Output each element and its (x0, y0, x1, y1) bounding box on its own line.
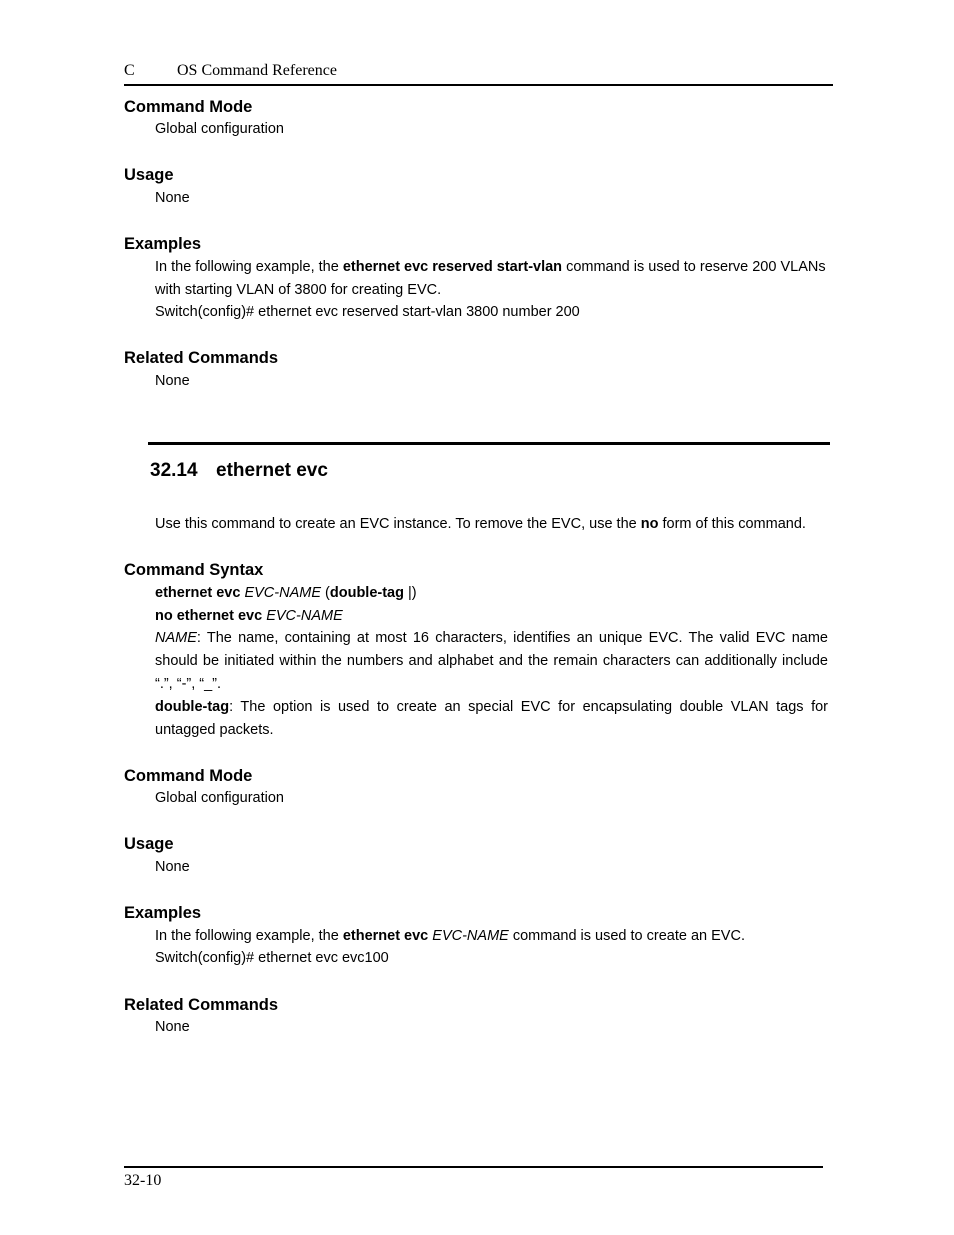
section-rule (148, 442, 830, 445)
examples-command-bold: ethernet evc reserved start-vlan (342, 259, 563, 275)
doubletag-param-bold: double-tag (155, 699, 230, 715)
heading-related-1: Related Commands (124, 349, 279, 367)
section-title (150, 460, 328, 482)
examples2-italic: EVC-NAME (432, 928, 509, 944)
syntax-l1-bold: ethernet evc (155, 585, 245, 601)
usage-text-2: None (155, 859, 190, 875)
syntax-l2-bold: no ethernet evc (155, 608, 267, 624)
examples-text-pre: In the following example, the (155, 259, 343, 275)
header-title: OS Command Reference (177, 62, 337, 79)
syntax-l2-italic: EVC-NAME (266, 608, 343, 624)
section-intro (155, 513, 828, 536)
heading-related-2: Related Commands (124, 996, 279, 1014)
heading-usage-2: Usage (124, 835, 174, 853)
syntax-l1-bold2: double-tag (329, 585, 404, 601)
syntax-name-desc (155, 627, 828, 696)
heading-usage-1: Usage (124, 166, 174, 184)
related-text-2: None (155, 1019, 190, 1035)
intro-post: form of this command. (658, 516, 806, 532)
examples2-pre: In the following example, the (155, 928, 343, 944)
syntax-line-1 (155, 582, 828, 605)
heading-examples-2: Examples (124, 904, 202, 922)
examples-paragraph-2 (155, 925, 828, 948)
intro-bold: no (640, 516, 659, 532)
doubletag-param-text: : The option is used to create an special EVC for encapsulating double VLAN tags for untagged packets. (155, 699, 828, 738)
examples-text-post: command is used to reserve 200 VLANs with starting VLAN of 3800 for creating EVC. (155, 259, 826, 298)
name-param-italic: NAME (155, 630, 197, 646)
heading-command-mode-2: Command Mode (124, 767, 253, 785)
syntax-l1-end: |) (403, 585, 417, 601)
examples-paragraph-1 (155, 256, 828, 302)
header-rule (124, 84, 833, 86)
heading-command-mode-1: Command Mode (124, 98, 253, 116)
examples-code-1: Switch(config)# ethernet evc reserved start-vlan 3800 number 200 (155, 304, 580, 320)
footer-rule (124, 1166, 823, 1168)
running-header (124, 62, 337, 80)
header-letter: C (124, 62, 135, 79)
section-name: ethernet evc (216, 460, 328, 481)
heading-examples-1: Examples (124, 235, 202, 253)
syntax-l1-italic: EVC-NAME (244, 585, 322, 601)
page-number: 32-10 (124, 1172, 162, 1189)
command-mode-text-1: Global configuration (155, 121, 284, 137)
syntax-l1-mid: ( (321, 585, 330, 601)
command-mode-text-2: Global configuration (155, 790, 284, 806)
examples2-bold: ethernet evc (342, 928, 429, 944)
intro-pre: Use this command to create an EVC instance. To remove the EVC, use the (155, 516, 641, 532)
related-text-1: None (155, 373, 190, 389)
heading-command-syntax: Command Syntax (124, 561, 264, 579)
examples-code-2: Switch(config)# ethernet evc evc100 (155, 950, 389, 966)
syntax-line-2 (155, 605, 828, 628)
section-number: 32.14 (150, 460, 198, 481)
examples2-post: command is used to create an EVC. (508, 928, 745, 944)
usage-text-1: None (155, 190, 190, 206)
name-param-text: : The name, containing at most 16 characters, identifies an unique EVC. The valid EVC name should be initiated within the numbers and alphabet and the remain characters can additionally include “.”, “-”, “_”. (155, 630, 828, 692)
syntax-doubletag-desc (155, 696, 828, 742)
